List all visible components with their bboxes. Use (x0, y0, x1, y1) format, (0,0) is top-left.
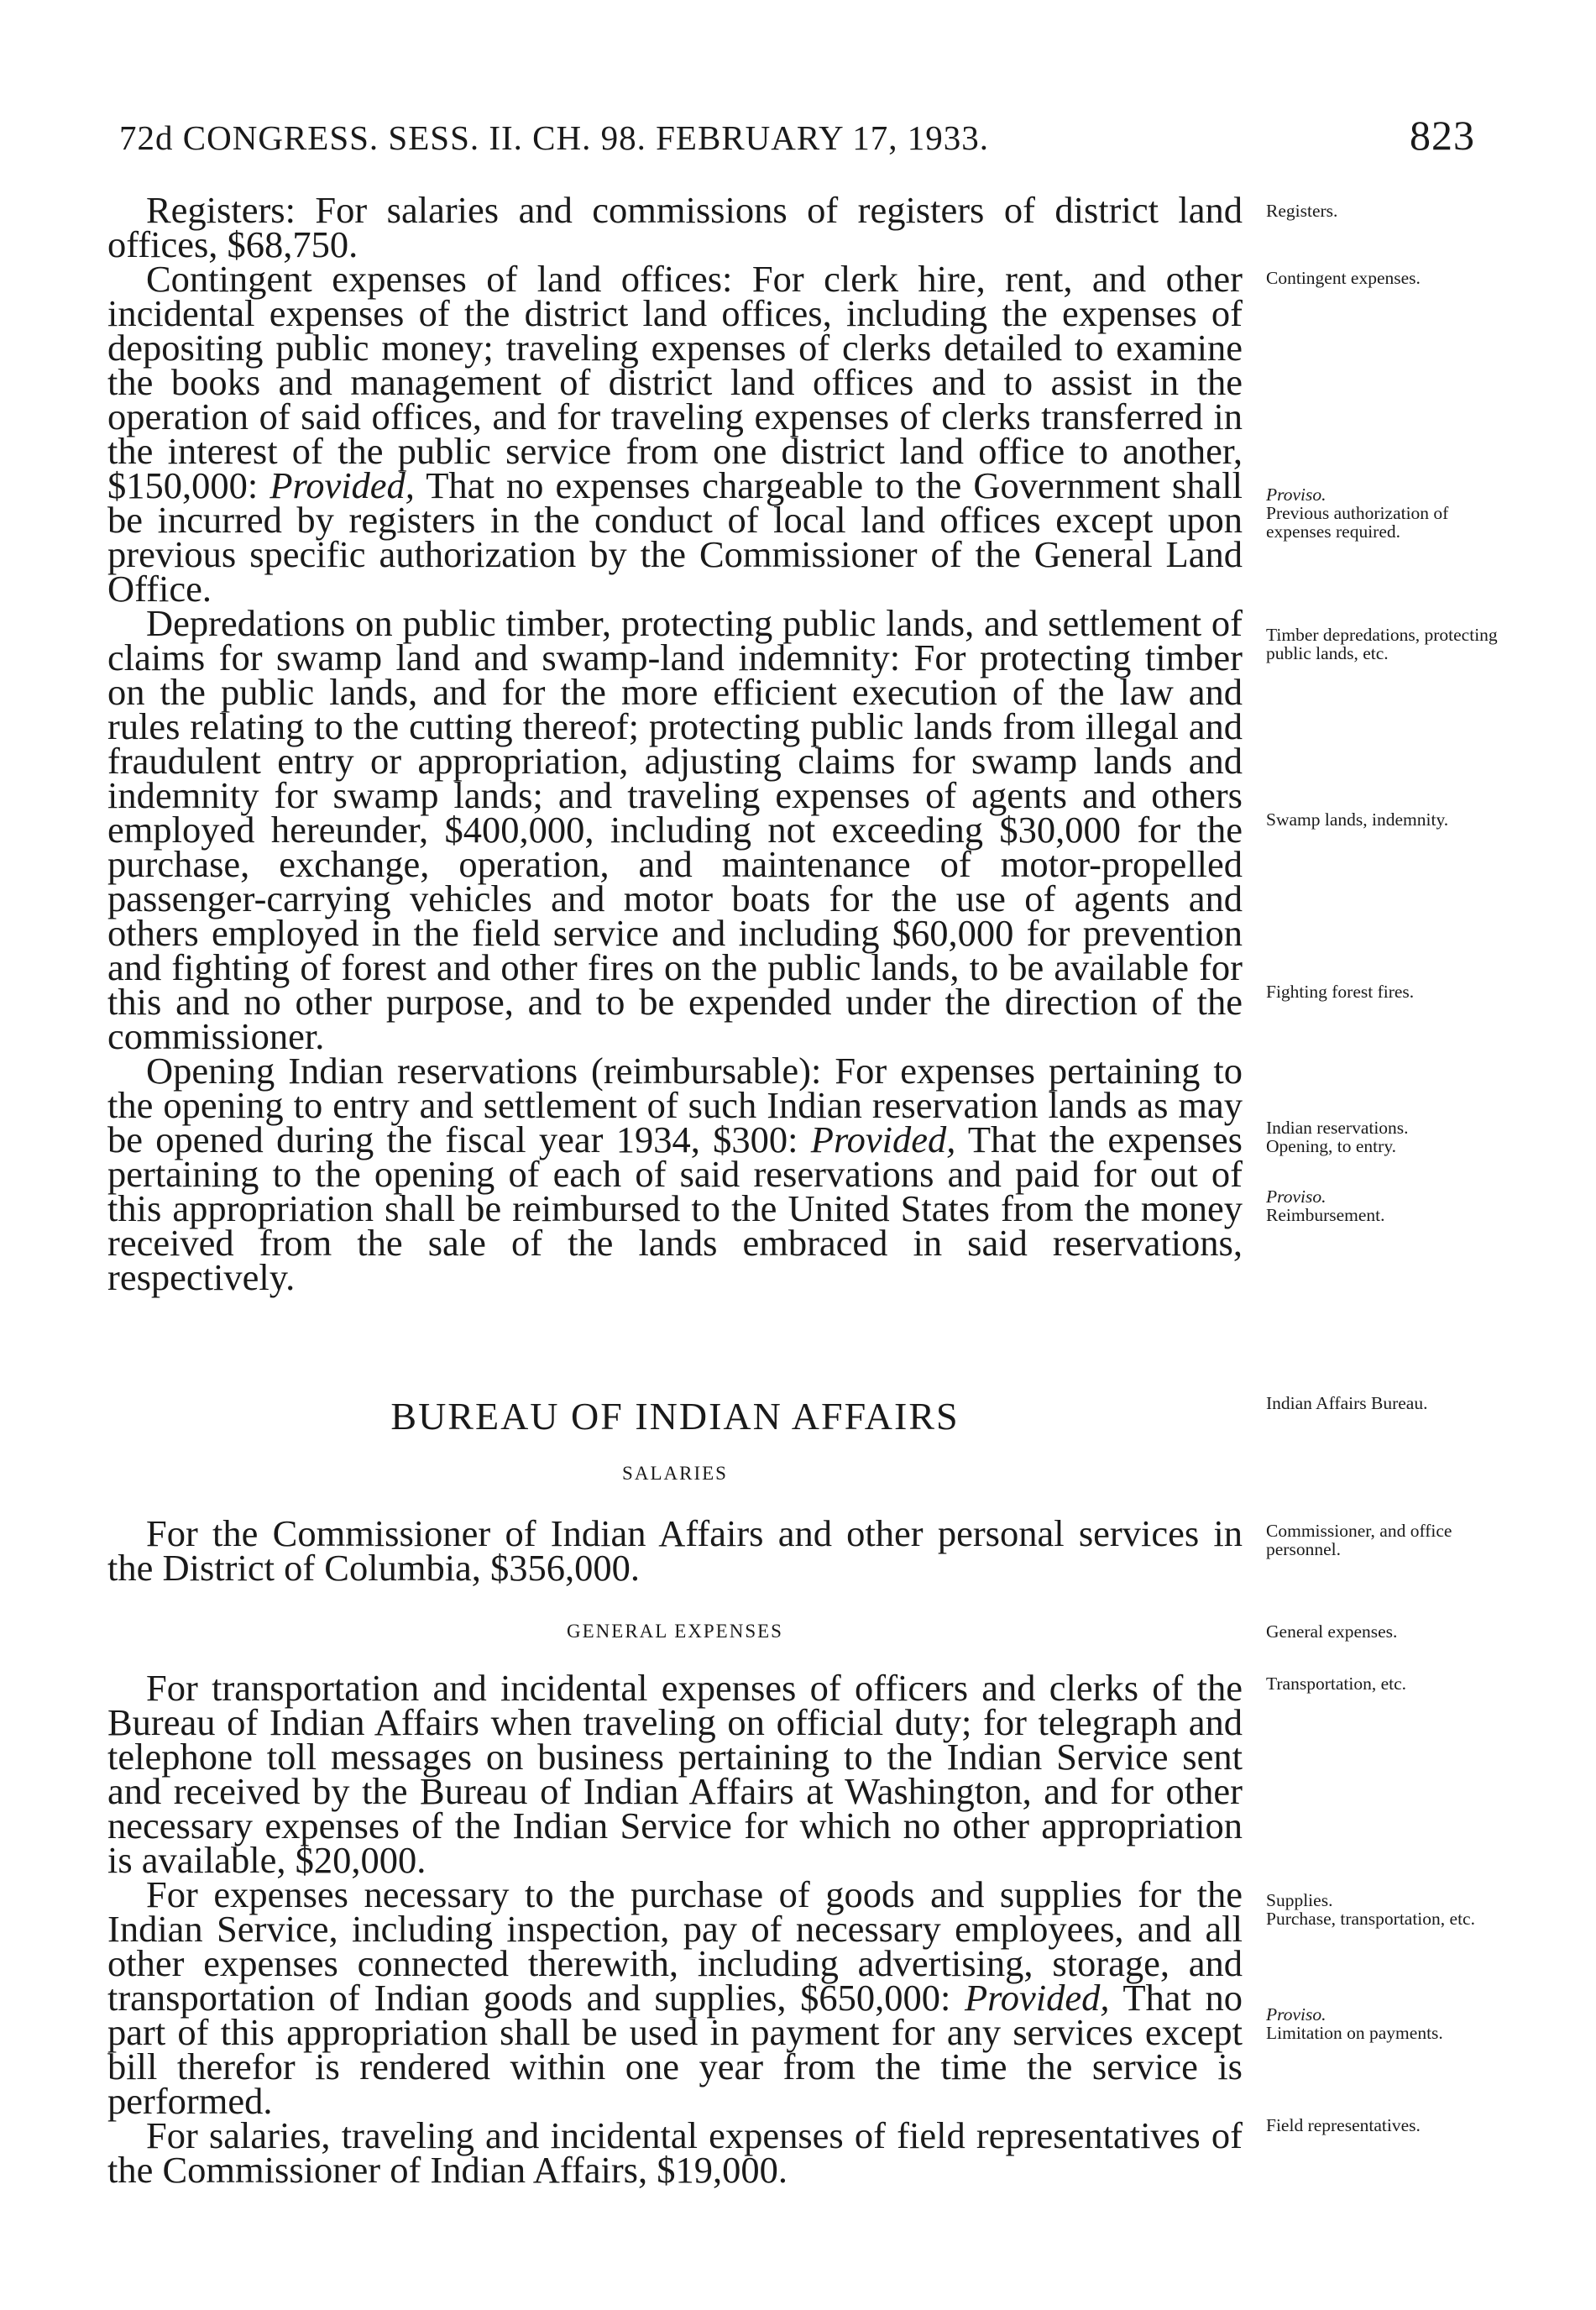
sidenote-proviso-3: Proviso. (1266, 2004, 1327, 2025)
sidenote-supplies: Supplies. Purchase, transportation, etc. (1266, 1890, 1475, 1929)
paragraph-registers: Registers: For salaries and commissions of registers of district land offices, $68,750. (107, 189, 1243, 265)
sidenote-previous-authorization: Previous authorization of expenses required. (1266, 503, 1449, 542)
paragraph-transportation: For transportation and incidental expenses of officers and clerks of the Bureau of Indian Affairs when traveling on official duty; for telegraph and telephone toll messages on business pertaining to the Indian Service sent and received by the Bureau of Indian Affairs at Washington, and for other necessary expenses of the Indian Service for which no other appropriation is available, $20,000. (107, 1667, 1243, 1881)
page-number: 823 (1410, 112, 1475, 159)
paragraph-supplies: For expenses necessary to the purchase of goods and supplies for the Indian Service, including inspection, pay of necessary employees, and all other expenses connected therewith, including advertising, storage, and transportation of Indian goods and supplies, $650,000: Provided, That no part of this appropriation shall be used in payment for any services except bill therefor is rendered within one year from the time the service is performed. (107, 1873, 1243, 2122)
sidenote-proviso-2: Proviso. (1266, 1186, 1327, 1207)
running-header: 72d CONGRESS. SESS. II. CH. 98. FEBRUARY 17, 1933. (119, 118, 990, 157)
sidenote-indian-affairs-bureau: Indian Affairs Bureau. (1266, 1393, 1428, 1413)
sidenote-field-representatives: Field representatives. (1266, 2115, 1421, 2135)
sidenote-registers: Registers. (1266, 201, 1338, 221)
subheading-salaries: SALARIES (622, 1463, 728, 1484)
subheading-general-expenses: GENERAL EXPENSES (567, 1621, 783, 1642)
main-text-block-salaries (107, 1512, 1243, 1589)
paragraph-depredations: Depredations on public timber, protecting public lands, and settlement of claims for swamp land and swamp-land indemnity: For protecting timber on the public lands, and for the more efficient execution of the law and rules relating to the cutting thereof; protecting public lands from illegal and fraudulent entry or appropriation, adjusting claims for swamp lands and indemnity for swamp lands; and traveling expenses of agents and others employed hereunder, $400,000, including not exceeding $30,000 for the purchase, exchange, operation, and maintenance of motor-propelled passenger-carrying vehicles and motor boats for the use of agents and others employed in the field service and including $60,000 for prevention and fighting of forest and other fires on the public lands, to be available for this and no other purpose, and to be expended under the direction of the commissioner. (107, 602, 1243, 1057)
main-text-block-land-offices (107, 189, 1243, 1298)
paragraph-contingent-expenses: Contingent expenses of land offices: For clerk hire, rent, and other incidental expenses of the district land offices, including the expenses of depositing public money; traveling expenses of clerks detailed to examine the books and management of district land offices and to assist in the operation of said offices, and for traveling expenses of clerks transferred in the interest of the public service from one district land office to another, $150,000: Provided, That no expenses chargeable to the Government shall be incurred by registers in the conduct of local land offices except upon previous specific authorization by the Commissioner of the General Land Office. (107, 258, 1243, 610)
main-text-block-general-expenses (107, 1667, 1243, 2191)
section-heading-bureau: BUREAU OF INDIAN AFFAIRS (390, 1395, 960, 1438)
sidenote-commissioner: Commissioner, and office personnel. (1266, 1521, 1452, 1559)
sidenote-fighting-forest-fires: Fighting forest fires. (1266, 982, 1415, 1002)
sidenote-indian-reservations: Indian reservations. Opening, to entry. (1266, 1118, 1409, 1156)
sidenote-swamp-lands: Swamp lands, indemnity. (1266, 809, 1449, 830)
paragraph-opening-indian-reservations: Opening Indian reservations (reimbursable): For expenses pertaining to the opening to entry and settlement of such Indian reservation lands as may be opened during the fiscal year 1934, $300: Provided, That the expenses pertaining to the opening of each of said reservations and paid for out of this appropriation shall be reimbursed to the United States from the money received from the sale of the lands embraced in said reservations, respectively. (107, 1050, 1243, 1298)
sidenote-proviso-1: Proviso. (1266, 485, 1327, 505)
paragraph-commissioner: For the Commissioner of Indian Affairs and other personal services in the District of Columbia, $356,000. (107, 1512, 1243, 1589)
paragraph-field-representatives: For salaries, traveling and incidental expenses of field representatives of the Commissioner of Indian Affairs, $19,000. (107, 2114, 1243, 2191)
sidenote-limitation-on-payments: Limitation on payments. (1266, 2023, 1443, 2043)
sidenote-general-expenses: General expenses. (1266, 1621, 1398, 1642)
sidenote-timber-depredations: Timber depredations, protecting public lands, etc. (1266, 625, 1498, 663)
sidenote-contingent-expenses: Contingent expenses. (1266, 268, 1421, 288)
sidenote-transportation: Transportation, etc. (1266, 1674, 1407, 1694)
sidenote-reimbursement: Reimbursement. (1266, 1205, 1385, 1225)
